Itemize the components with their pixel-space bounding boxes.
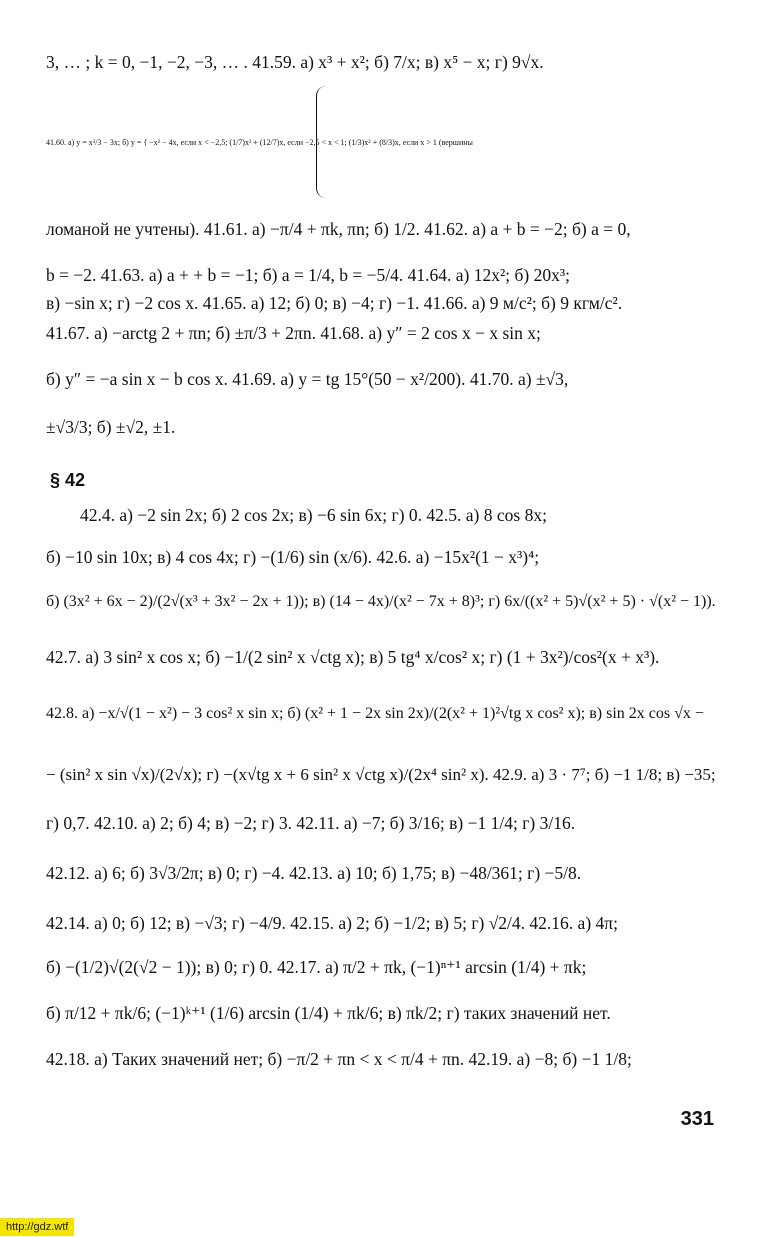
answer-line-11: б) (3x² + 6x − 2)/(2√(x³ + 3x² − 2x + 1)); в) (14 − 4x)/(x² − 7x + 8)³; г) 6x/((x² + 5)√(x² + 5) · √(x² − 1)). xyxy=(46,593,716,610)
page-number: 331 xyxy=(680,1108,714,1130)
answer-line-20: 42.18. а) Таких значений нет; б) −π/2 + πn < x < π/4 + πn. 42.19. а) −8; б) −1 1/8; xyxy=(46,1049,632,1070)
answer-line-3: ломаной не учтены). 41.61. а) −π/4 + πk, πn; б) 1/2. 41.62. а) a + b = −2; б) a = 0, xyxy=(46,219,631,240)
answer-line-2: 41.60. а) y = x³/3 − 3x; б) y = { −x² − 4x, если x < −2,5; (1/7)x² + (12/7)x, если −2,5 < x < 1; (1/3)x² + (8/3)x, если x > 1 (вершины xyxy=(46,138,473,147)
answer-line-1: 3, … ; k = 0, −1, −2, −3, … . 41.59. а) x³ + x²; б) 7/x; в) x⁵ − x; г) 9√x. xyxy=(46,52,544,73)
answer-line-17: 42.14. а) 0; б) 12; в) −√3; г) −4/9. 42.15. а) 2; б) −1/2; в) 5; г) √2/4. 42.16. а) 4π; xyxy=(46,913,618,934)
answer-line-14: − (sin² x sin √x)/(2√x); г) −(x√tg x + 6 sin² x √ctg x)/(2x⁴ sin² x). 42.9. а) 3 · 7⁷; б) −1 1/8; в) −35; xyxy=(46,764,716,784)
answer-line-13: 42.8. а) −x/√(1 − x²) − 3 cos² x sin x; б) (x² + 1 − 2x sin 2x)/(2(x² + 1)²√tg x cos² x); в) sin 2x cos √x − xyxy=(46,705,704,722)
answer-line-19: б) π/12 + πk/6; (−1)ᵏ⁺¹ (1/6) arcsin (1/4) + πk/6; в) πk/2; г) таких значений нет. xyxy=(46,1003,611,1024)
answer-line-5: в) −sin x; г) −2 cos x. 41.65. а) 12; б) 0; в) −4; г) −1. 41.66. а) 9 м/с²; б) 9 кгм/с². xyxy=(46,293,623,314)
answer-line-16: 42.12. а) 6; б) 3√3/2π; в) 0; г) −4. 42.13. а) 10; б) 1,75; в) −48/361; г) −5/8. xyxy=(46,863,582,884)
watermark-link[interactable]: http://gdz.wtf xyxy=(0,1218,74,1236)
answer-line-9: 42.4. а) −2 sin 2x; б) 2 cos 2x; в) −6 sin 6x; г) 0. 42.5. а) 8 cos 8x; xyxy=(80,505,547,526)
answer-line-15: г) 0,7. 42.10. а) 2; б) 4; в) −2; г) 3. 42.11. а) −7; б) 3/16; в) −1 1/4; г) 3/16. xyxy=(46,813,576,834)
answer-line-10: б) −10 sin 10x; в) 4 cos 4x; г) −(1/6) sin (x/6). 42.6. а) −15x²(1 − x³)⁴; xyxy=(46,547,540,568)
answer-line-7: б) y″ = −a sin x − b cos x. 41.69. а) y = tg 15°(50 − x²/200). 41.70. а) ±√3, xyxy=(46,369,569,390)
answer-line-12: 42.7. а) 3 sin² x cos x; б) −1/(2 sin² x √ctg x); в) 5 tg⁴ x/cos² x; г) (1 + 3x²)/cos²(x + x³). xyxy=(46,647,660,668)
answer-line-8: ±√3/3; б) ±√2, ±1. xyxy=(46,417,176,438)
answer-line-18: б) −(1/2)√(2(√2 − 1)); в) 0; г) 0. 42.17. а) π/2 + πk, (−1)ⁿ⁺¹ arcsin (1/4) + πk; xyxy=(46,957,587,978)
piecewise-brace xyxy=(316,86,329,198)
section-heading: § 42 xyxy=(50,470,86,490)
answer-line-4: b = −2. 41.63. а) a + + b = −1; б) a = 1/4, b = −5/4. 41.64. а) 12x²; б) 20x³; xyxy=(46,265,570,286)
answer-line-6: 41.67. а) −arctg 2 + πn; б) ±π/3 + 2πn. 41.68. а) y″ = 2 cos x − x sin x; xyxy=(46,323,541,344)
